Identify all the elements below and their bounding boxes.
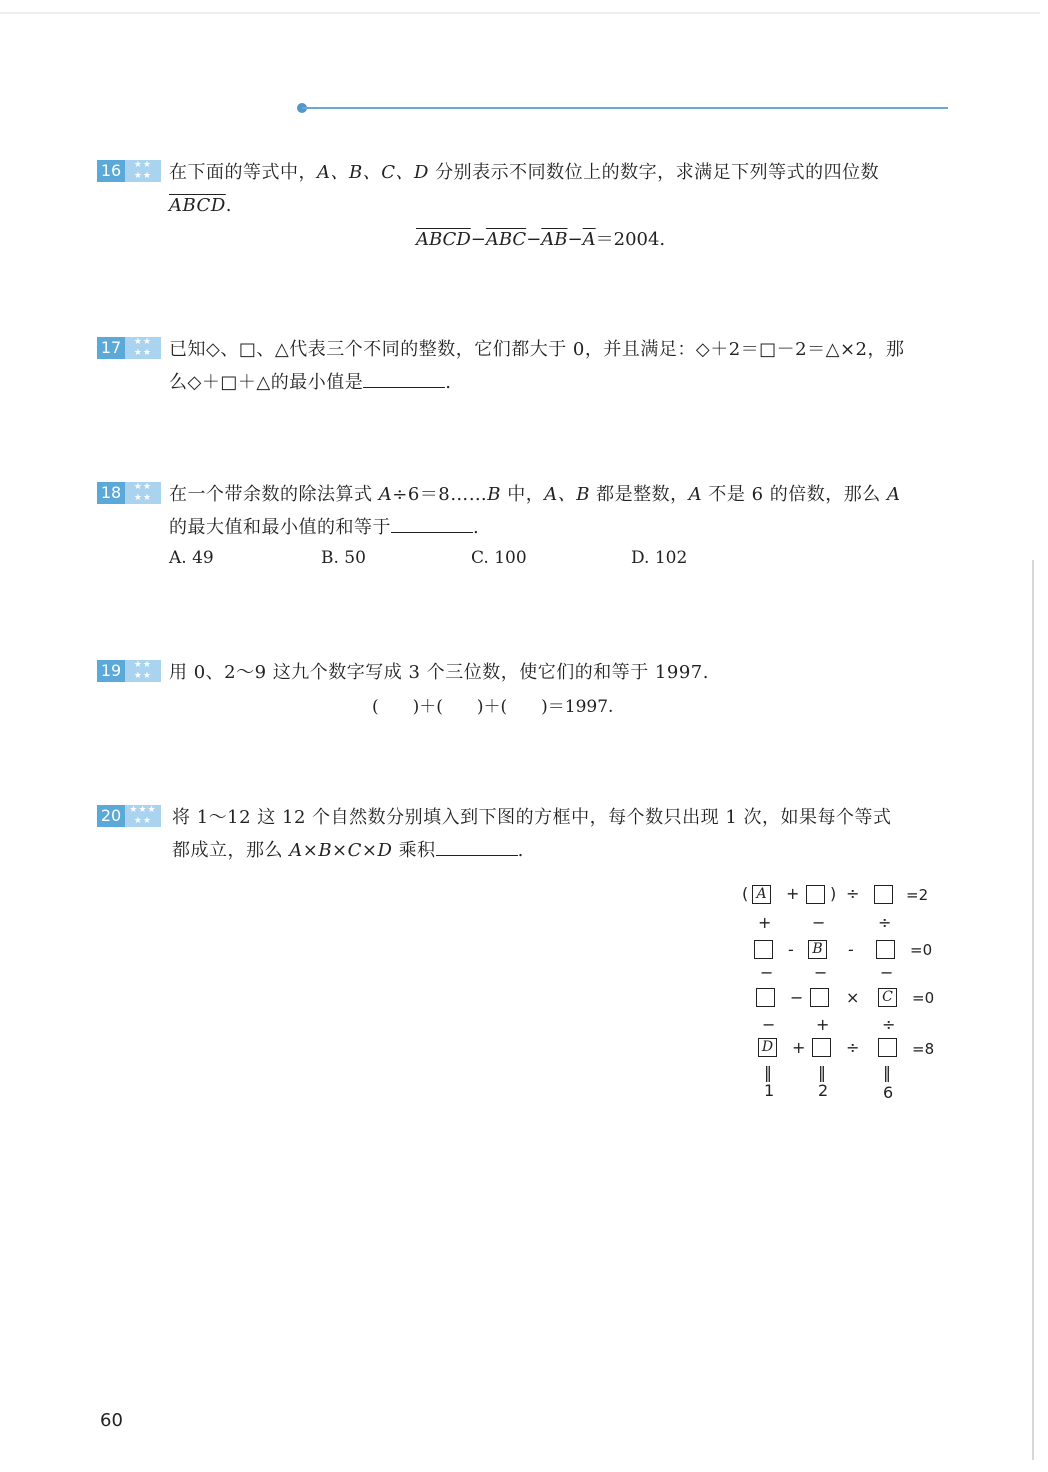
var-b: B (487, 484, 501, 505)
text-segment: 不是 6 的倍数，那么 (702, 484, 888, 505)
equals-vertical: ‖ (883, 1063, 891, 1082)
header-line (302, 107, 948, 109)
result-2: =2 (906, 886, 929, 904)
problem-number: 17 (97, 337, 125, 359)
col-op: − (814, 963, 828, 982)
minus: − (470, 229, 486, 250)
result-0: =0 (910, 941, 933, 959)
option-b[interactable]: B. 50 (321, 548, 366, 568)
empty-box[interactable] (874, 885, 893, 904)
text-segment: 乘积 (392, 840, 436, 861)
var-a: A (688, 484, 703, 505)
divide-sign: ÷ (846, 1038, 860, 1057)
variables: A、B、C、D (317, 162, 429, 183)
minus: − (526, 229, 542, 250)
col-op: − (812, 913, 826, 932)
minus-sign: - (788, 940, 794, 959)
problem-badge (97, 337, 161, 359)
answer-blank[interactable] (391, 514, 473, 533)
problem-text (169, 656, 949, 689)
var-a: A (887, 484, 901, 505)
problem-badge (97, 482, 161, 504)
equation-result: ＝2004. (595, 229, 666, 250)
text-segment: 在一个带余数的除法算式 (169, 484, 379, 505)
empty-box[interactable] (810, 988, 829, 1007)
text-line: 用 0、2～9 这九个数字写成 3 个三位数，使它们的和等于 1997. (169, 662, 709, 683)
result-8: =8 (912, 1040, 935, 1058)
option-c[interactable]: C. 100 (471, 548, 527, 568)
equation-19: ( )＋( )＋( )＝1997. (372, 697, 614, 717)
plus-sign: + (792, 1038, 806, 1057)
col-op: ÷ (882, 1015, 896, 1034)
page-edge-top (0, 12, 1040, 14)
problem-text (172, 801, 952, 867)
answer-blank[interactable] (363, 369, 445, 388)
minus: − (567, 229, 583, 250)
product-expression: A×B×C×D (289, 840, 393, 861)
empty-box[interactable] (756, 988, 775, 1007)
text-segment: 中， (500, 484, 545, 505)
result-1: 1 (764, 1081, 775, 1100)
option-d[interactable]: D. 102 (631, 548, 688, 568)
period: . (517, 840, 524, 861)
difficulty-stars-icon: ★★ ★★ (125, 482, 161, 504)
option-a[interactable]: A. 49 (169, 548, 214, 568)
result-0: =0 (912, 989, 935, 1007)
vars-ab: A、B (544, 484, 590, 505)
problem-number: 19 (97, 660, 125, 682)
text-line: 将 1～12 这 12 个自然数分别填入到下图的方框中，每个数只出现 1 次，如果每个等式 (172, 807, 892, 828)
empty-box[interactable] (754, 940, 773, 959)
text-segment: 都是整数， (589, 484, 689, 505)
problem-text (169, 156, 949, 222)
period: . (473, 517, 480, 538)
page-number: 60 (100, 1410, 123, 1431)
col-op: + (816, 1015, 830, 1034)
term-abc: $\overline{ABC}$ (485, 229, 527, 250)
problem-number: 20 (97, 805, 125, 827)
problem-badge (97, 660, 161, 682)
box-c[interactable]: C (878, 988, 897, 1007)
box-a[interactable]: A (752, 885, 771, 904)
box-b[interactable]: B (808, 940, 827, 959)
text-segment: ÷6＝8…… (392, 484, 488, 505)
text-line: 的最大值和最小值的和等于 (169, 517, 391, 538)
col-op: ÷ (878, 913, 892, 932)
col-op: + (758, 913, 772, 932)
problem-number: 16 (97, 160, 125, 182)
empty-box[interactable] (878, 1038, 897, 1057)
term-a: $\overline{A}$ (582, 229, 596, 250)
divide-sign: ÷ (846, 884, 860, 903)
equals-vertical: ‖ (764, 1063, 772, 1082)
period: . (445, 372, 452, 393)
problem-number: 18 (97, 482, 125, 504)
text-line: 已知◇、□、△代表三个不同的整数，它们都大于 0，并且满足：◇＋2＝□－2＝△×2，那 (169, 339, 905, 360)
empty-box[interactable] (876, 940, 895, 959)
term-abcd: ABCD (416, 229, 471, 250)
difficulty-stars-icon: ★★ ★★ (125, 660, 161, 682)
period: . (225, 195, 232, 216)
empty-box[interactable] (812, 1038, 831, 1057)
var-a: A (378, 484, 393, 505)
text-segment: 分别表示不同数位上的数字，求满足下列等式的四位数 (428, 162, 880, 183)
equals-vertical: ‖ (818, 1063, 826, 1082)
minus-sign: − (790, 988, 804, 1007)
col-op: − (760, 963, 774, 982)
open-paren: ( (742, 884, 749, 903)
result-6: 6 (883, 1083, 894, 1102)
problem-text (169, 333, 949, 399)
term-ab: $\overline{AB}$ (541, 229, 568, 250)
difficulty-stars-icon: ★★ ★★ (125, 337, 161, 359)
col-op: − (762, 1015, 776, 1034)
problem-badge (97, 805, 161, 827)
answer-blank[interactable] (436, 837, 518, 856)
page-edge-right (1032, 560, 1034, 1460)
times-sign: × (846, 988, 860, 1007)
text-segment: 都成立，那么 (172, 840, 290, 861)
empty-box[interactable] (806, 885, 825, 904)
problem-badge (97, 160, 161, 182)
text-segment: 在下面的等式中， (169, 162, 317, 183)
difficulty-stars-icon: ★★ ★★ (125, 160, 161, 182)
text-line: 么◇＋□＋△的最小值是 (169, 372, 364, 393)
result-2: 2 (818, 1081, 829, 1100)
plus-sign: + (786, 884, 800, 903)
problem-text (169, 478, 949, 544)
box-d[interactable]: D (758, 1038, 777, 1057)
minus-sign: - (848, 940, 854, 959)
number-grid-puzzle (730, 880, 950, 1110)
col-op: − (880, 963, 894, 982)
close-paren: ) (830, 884, 837, 903)
four-digit-number: ABCD (169, 195, 226, 216)
equation-16 (416, 225, 665, 251)
difficulty-stars-icon: ★★★ ★★ (125, 805, 161, 827)
